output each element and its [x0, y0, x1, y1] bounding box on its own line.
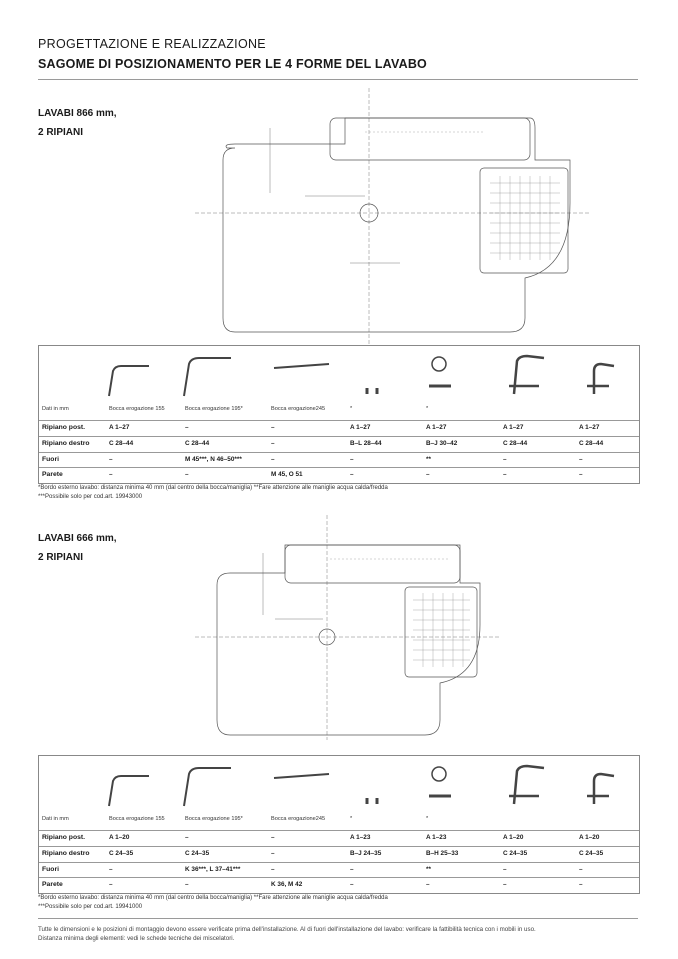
cell: –: [109, 881, 113, 888]
cell: C 24–35: [109, 850, 134, 857]
cell: –: [109, 866, 113, 873]
col-header-195: Bocca erogazione 195*: [185, 816, 243, 822]
cell: A 1–27: [109, 424, 130, 431]
cell: –: [350, 866, 354, 873]
cell: –: [579, 456, 583, 463]
row-label: Ripiano post.: [42, 424, 86, 431]
cell: –: [579, 881, 583, 888]
two-handle-icon: [367, 798, 377, 804]
table-row: [39, 846, 639, 862]
table-row: [39, 862, 639, 878]
col-header-thermo: *: [426, 816, 429, 822]
cell: A 1–20: [579, 834, 600, 841]
col-header-data: Dati in mm: [42, 406, 69, 412]
cell: –: [185, 834, 189, 841]
cell: A 1–23: [426, 834, 447, 841]
section1-title-line2: 2 RIPIANI: [38, 127, 84, 138]
cell: B–L 28–44: [350, 440, 382, 447]
row-label: Ripiano destro: [42, 440, 90, 447]
tall-mixer-icon: [509, 356, 544, 394]
cell: –: [271, 866, 275, 873]
faucet-155-icon: [109, 366, 149, 396]
cell: C 28–44: [503, 440, 528, 447]
cell: –: [503, 456, 507, 463]
cell: A 1–27: [503, 424, 524, 431]
cell: A 1–27: [350, 424, 371, 431]
right-shelf: [405, 587, 477, 677]
cell: K 36***, L 37–41***: [185, 866, 241, 873]
section2-note2: ***Possibile solo per cod.art. 19941000: [38, 904, 143, 910]
wall-spout-icon: [274, 774, 329, 778]
short-mixer-icon: [587, 364, 614, 394]
header-divider: [38, 79, 638, 80]
section2-header-row: [39, 816, 639, 830]
section1-note1: *Bordo esterno lavabo: distanza minima 40 mm (dal centro della bocca/maniglia) **Fare attenzione alle maniglie acqua calda/fredda: [38, 485, 388, 491]
cell: **: [426, 456, 431, 463]
thermostatic-icon: [429, 767, 451, 796]
cell: –: [185, 424, 189, 431]
wall-spout-icon: [274, 364, 329, 368]
table-row: [39, 467, 639, 483]
section1-basin-drawing: [195, 88, 595, 344]
cell: M 45***, N 46–50***: [185, 456, 242, 463]
section2-table: [38, 755, 640, 894]
row-label: Parete: [42, 881, 63, 888]
table-row: [39, 420, 639, 436]
cell: A 1–20: [109, 834, 130, 841]
section2-faucet-icons: [39, 756, 639, 811]
faucet-195-icon: [184, 768, 231, 806]
cell: C 24–35: [579, 850, 604, 857]
page-title: SAGOME DI POSIZIONAMENTO PER LE 4 FORME DEL LAVABO: [38, 57, 427, 71]
col-header-245: Bocca erogazione245: [271, 816, 326, 822]
section1-title: [38, 104, 117, 142]
cell: B–H 25–33: [426, 850, 459, 857]
tall-mixer-icon: [509, 766, 544, 804]
cell: –: [185, 471, 189, 478]
short-mixer-icon: [587, 774, 614, 804]
cell: –: [109, 471, 113, 478]
footer: [38, 925, 638, 943]
col-header-thermo: *: [426, 406, 429, 412]
cell: –: [579, 471, 583, 478]
row-label: Parete: [42, 471, 63, 478]
section1-header-row: [39, 406, 639, 420]
cell: –: [271, 456, 275, 463]
footer-divider: [38, 918, 638, 919]
col-header-245: Bocca erogazione245: [271, 406, 326, 412]
section1-table: [38, 345, 640, 484]
col-header-two-handle: *: [350, 406, 353, 412]
cell: –: [271, 424, 275, 431]
cell: A 1–27: [426, 424, 447, 431]
row-label: Fuori: [42, 866, 59, 873]
cell: A 1–27: [579, 424, 600, 431]
rear-shelf: [330, 118, 530, 160]
section2-title-line1: LAVABI 666 mm,: [38, 533, 117, 544]
section1-faucet-icons: [39, 346, 639, 401]
col-header-155: Bocca erogazione 155: [109, 816, 165, 822]
section2-basin-drawing: [195, 515, 595, 740]
cell: –: [579, 866, 583, 873]
cell: –: [350, 471, 354, 478]
thermostatic-icon: [429, 357, 451, 386]
basin-outline: [223, 118, 570, 332]
table-row: [39, 452, 639, 468]
cell: A 1–20: [503, 834, 524, 841]
cell: C 28–44: [185, 440, 210, 447]
section2-title-line2: 2 RIPIANI: [38, 552, 84, 563]
table-row: [39, 830, 639, 846]
table-row: [39, 436, 639, 452]
right-shelf: [480, 168, 568, 273]
cell: –: [503, 866, 507, 873]
cell: –: [271, 834, 275, 841]
cell: –: [271, 850, 275, 857]
cell: **: [426, 866, 431, 873]
row-label: Fuori: [42, 456, 59, 463]
faucet-155-icon: [109, 776, 149, 806]
cell: –: [350, 881, 354, 888]
col-header-155: Bocca erogazione 155: [109, 406, 165, 412]
table-row: [39, 877, 639, 893]
cell: –: [426, 881, 430, 888]
cell: –: [109, 456, 113, 463]
cell: –: [503, 471, 507, 478]
cell: B–J 24–35: [350, 850, 382, 857]
cell: –: [426, 471, 430, 478]
row-label: Ripiano destro: [42, 850, 90, 857]
footer-line2: Distanza minima degli elementi: vedi le schede tecniche dei miscelatori.: [38, 935, 235, 942]
cell: –: [350, 456, 354, 463]
two-handle-icon: [367, 388, 377, 394]
page-kicker: PROGETTAZIONE E REALIZZAZIONE: [38, 37, 266, 51]
col-header-data: Dati in mm: [42, 816, 69, 822]
cell: C 28–44: [109, 440, 134, 447]
cell: K 36, M 42: [271, 881, 303, 888]
cell: A 1–23: [350, 834, 371, 841]
cell: C 24–35: [503, 850, 528, 857]
col-header-two-handle: *: [350, 816, 353, 822]
faucet-195-icon: [184, 358, 231, 396]
cell: M 45, O 51: [271, 471, 303, 478]
cell: C 28–44: [579, 440, 604, 447]
section1-title-line1: LAVABI 866 mm,: [38, 108, 117, 119]
section1-note2: ***Possibile solo per cod.art. 19943000: [38, 494, 143, 500]
cell: –: [503, 881, 507, 888]
section2-title: [38, 529, 117, 567]
cell: –: [185, 881, 189, 888]
section2-note1: *Bordo esterno lavabo: distanza minima 40 mm (dal centro della bocca/maniglia) **Fare attenzione alle maniglie acqua calda/fredda: [38, 895, 388, 901]
cell: B–J 30–42: [426, 440, 458, 447]
row-label: Ripiano post.: [42, 834, 86, 841]
footer-line1: Tutte le dimensioni e le posizioni di montaggio devono essere verificate prima dell'installazione. Al di fuori dell'installazione del lavabo: verificare la fattibilità tecnica con i mobili in uso.: [38, 926, 536, 933]
cell: –: [271, 440, 275, 447]
cell: C 24–35: [185, 850, 210, 857]
col-header-195: Bocca erogazione 195*: [185, 406, 243, 412]
rear-shelf: [285, 545, 460, 583]
